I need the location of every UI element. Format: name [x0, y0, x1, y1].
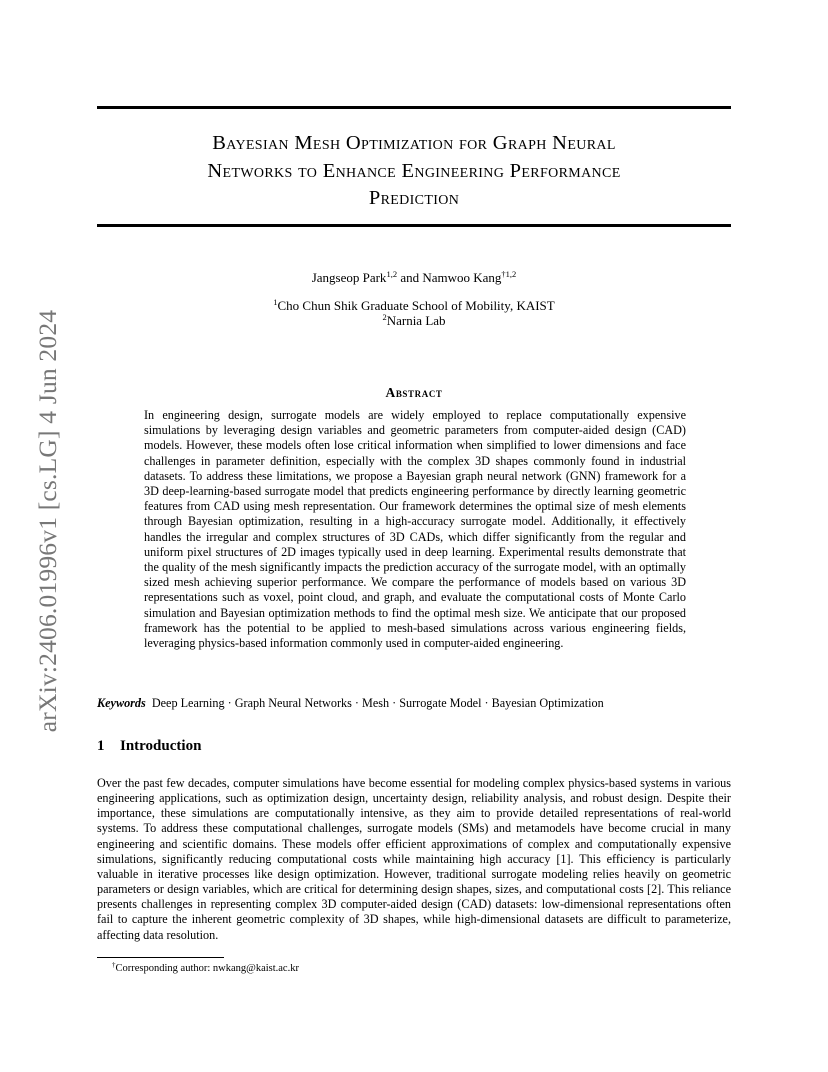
- author-list: [97, 270, 731, 286]
- introduction-paragraph: Over the past few decades, computer simulations have become essential for modeling complex physics-based systems in various engineering applications, such as optimization design, uncertainty design, reliability analysis, and robust design. Despite their importance, these simulations are computationally intensive, as they aim to provide detailed representations of real-world systems. To address these computational challenges, surrogate models (SMs) and metamodels have become crucial in many engineering and scientific domains. These models offer efficient approximations of complex and computationally expensive simulations, significantly reducing computational costs while maintaining high accuracy [1]. This efficiency is particularly valuable in iterative processes like design optimization. However, traditional surrogate modeling relies heavily on geometric parameters or design variables, which are critical for determining design shapes, sizes, and computational costs [2]. This reliance presents challenges in representing complex 3D computer-aided design (CAD) datasets: low-dimensional representations often fail to capture the inherent geometric complexity of 3D shapes, while high-dimensional datasets are difficult to parameterize, affecting data resolution.: [97, 776, 731, 942]
- affiliation-mark: 1: [273, 297, 278, 307]
- author-connector: and: [397, 270, 423, 285]
- title-line: Prediction: [368, 187, 460, 209]
- keywords-text: Deep Learning · Graph Neural Networks · Mesh · Surrogate Model · Bayesian Optimization: [151, 696, 604, 710]
- author-name: Namwoo Kang: [422, 270, 502, 285]
- title-line: Bayesian Mesh Optimization for Graph Neural: [212, 132, 616, 154]
- paper-title: [97, 130, 731, 213]
- footnote-rule: [97, 957, 224, 958]
- affiliations: [97, 298, 731, 328]
- keywords-line: [97, 696, 731, 711]
- affiliation-line: [97, 298, 731, 313]
- abstract-body: In engineering design, surrogate models are widely employed to replace computationally expensive simulations by leveraging design variables and geometric parameters from computer-aided design (CAD) models. However, these models often lose critical information when simplified to lower dimensions and face challenges in parameter definition, especially with the complex 3D shapes commonly found in industrial datasets. To address these limitations, we propose a Bayesian graph neural network (GNN) framework for a 3D deep-learning-based surrogate model that predicts engineering performance by directly learning geometric features from CAD using mesh representation. Our framework determines the optimal size of mesh elements through Bayesian optimization, resulting in a high-accuracy surrogate model. Additionally, it effectively handles the irregular and complex structures of 3D CADs, which differ significantly from the regular and uniform pixel structures of 2D images typically used in deep learning. Experimental results demonstrate that the quality of the mesh significantly impacts the prediction accuracy of the surrogate model, with an optimally sized mesh achieving superior performance. We compare the performance of models based on various 3D representations such as voxel, point cloud, and graph, and evaluate the computational costs of Monte Carlo simulation and Bayesian optimization methods to find the optimal mesh size. We anticipate that our proposed framework has the potential to be applied to mesh-based simulations across various engineering fields, leveraging physics-based information commonly used in computer-aided engineering.: [144, 408, 686, 651]
- abstract-heading: Abstract: [385, 385, 443, 400]
- title-bottom-rule: [97, 224, 731, 227]
- affiliation-mark: 2: [382, 312, 387, 322]
- section-heading: [97, 738, 201, 755]
- affiliation-text: Narnia Lab: [386, 313, 446, 328]
- author-affiliation-mark: †1,2: [501, 269, 517, 279]
- keywords-label: Keywords: [97, 696, 146, 710]
- author-affiliation-mark: 1,2: [386, 269, 398, 279]
- footnote-mark: †: [112, 961, 116, 969]
- section-title: Introduction: [120, 738, 202, 754]
- title-line: Networks to Enhance Engineering Performance: [207, 159, 621, 182]
- title-top-rule: [97, 106, 731, 109]
- footnote-text: Corresponding author: nwkang@kaist.ac.kr: [115, 963, 299, 974]
- affiliation-line: [97, 313, 731, 328]
- affiliation-text: Cho Chun Shik Graduate School of Mobility, KAIST: [277, 298, 555, 313]
- footnote: [112, 963, 299, 974]
- section-number: 1: [97, 738, 105, 754]
- arxiv-identifier: arXiv:2406.01996v1 [cs.LG] 4 Jun 2024: [33, 309, 62, 733]
- author-name: Jangseop Park: [311, 270, 387, 285]
